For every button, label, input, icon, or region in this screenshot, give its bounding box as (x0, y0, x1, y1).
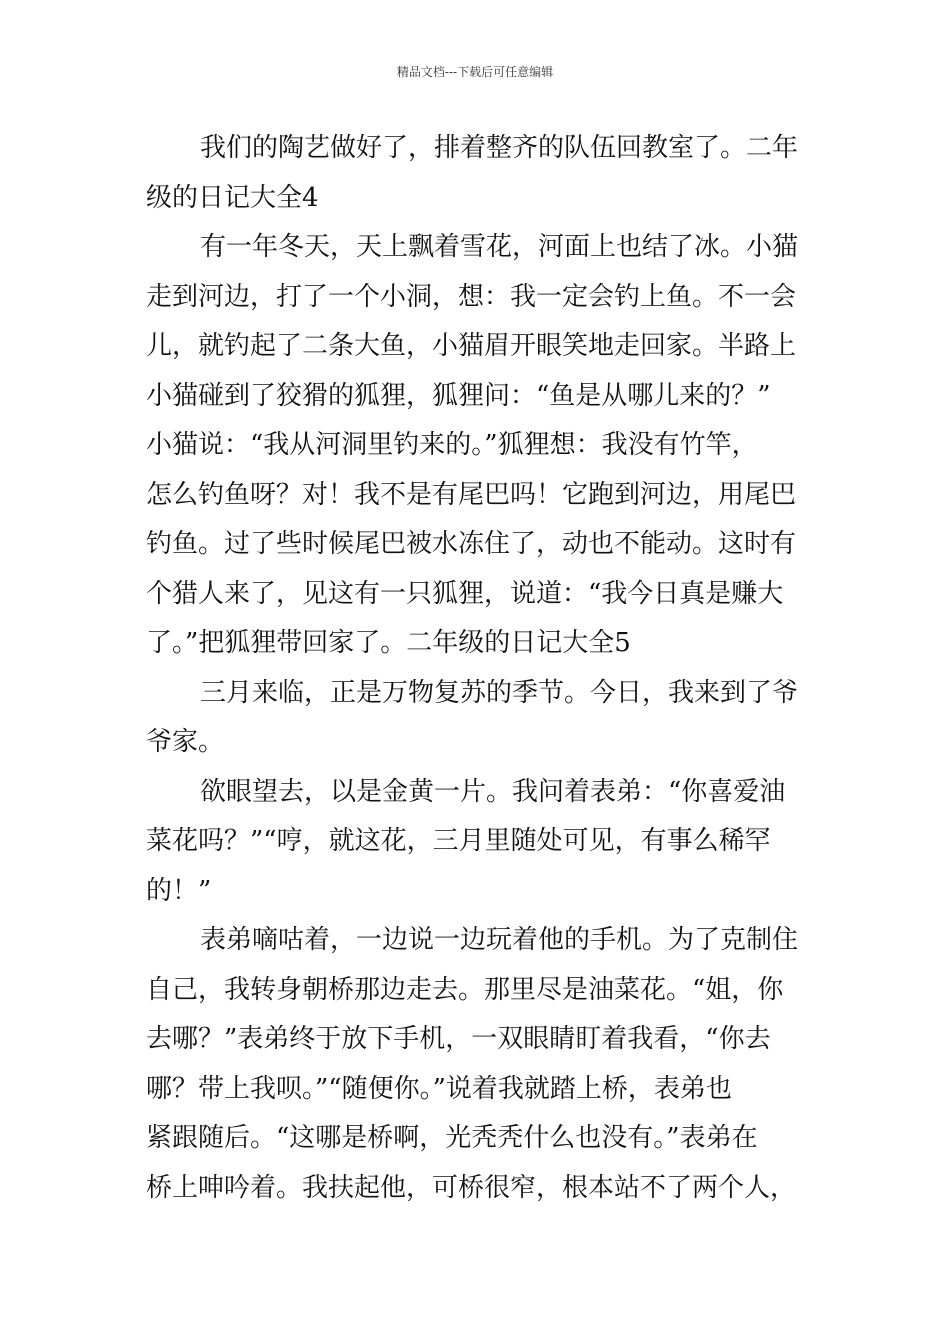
text-line: 自己，我转身朝桥那边走去。那里尽是油菜花。“姐，你 (146, 974, 784, 1005)
text-line: 欲眼望去，以是金黄一片。我问着表弟：“你喜爱油 (200, 776, 786, 807)
text-line: 钓鱼。过了些时候尾巴被水冻住了，动也不能动。这时有 (146, 529, 797, 559)
text-line: 儿，就钓起了二条大鱼，小猫眉开眼笑地走回家。半路上 (146, 331, 797, 361)
text-line: 表弟嘀咕着，一边说一边玩着他的手机。为了克制住 (200, 925, 799, 955)
text-line: 有一年冬天，天上飘着雪花，河面上也结了冰。小猫 (200, 232, 799, 262)
text-line: 三月来临，正是万物复苏的季节。今日，我来到了爷 (200, 677, 799, 708)
text-line: 级的日记大全4 (146, 182, 319, 213)
text-line: 小猫碰到了狡猾的狐狸，狐狸问：“鱼是从哪儿来的？” (146, 380, 771, 411)
text-line: 哪？带上我呗。”“随便你。”说着我就踏上桥，表弟也 (146, 1073, 732, 1104)
text-line: 走到河边，打了一个小洞，想：我一定会钓上鱼。不一会 (146, 281, 797, 312)
text-line: 去哪？”表弟终于放下手机，一双眼睛盯着我看，“你去 (146, 1024, 771, 1054)
text-line: 小猫说：“我从河洞里钓来的。”狐狸想：我没有竹竿， (146, 430, 758, 460)
text-line: 紧跟随后。“这哪是桥啊，光秃秃什么也没有。”表弟在 (146, 1123, 758, 1153)
text-line: 怎么钓鱼呀？对！我不是有尾巴吗！它跑到河边，用尾巴 (146, 479, 797, 510)
document-body (146, 124, 808, 1213)
text-line: 我们的陶艺做好了，排着整齐的队伍回教室了。二年 (200, 133, 799, 163)
text-line: 个猎人来了，见这有一只狐狸，说道：“我今日真是赚大 (146, 578, 784, 609)
text-line: 爷家。 (146, 727, 225, 757)
text-line: 的！” (146, 875, 212, 906)
text-line: 了。”把狐狸带回家了。二年级的日记大全5 (146, 628, 631, 658)
text-line: 桥上呻吟着。我扶起他，可桥很窄，根本站不了两个人， (146, 1172, 797, 1203)
page-header: 精品文档---下载后可任意编辑 (396, 65, 554, 79)
text-line: 菜花吗？”“哼，就这花，三月里随处可见，有事么稀罕 (146, 826, 771, 856)
